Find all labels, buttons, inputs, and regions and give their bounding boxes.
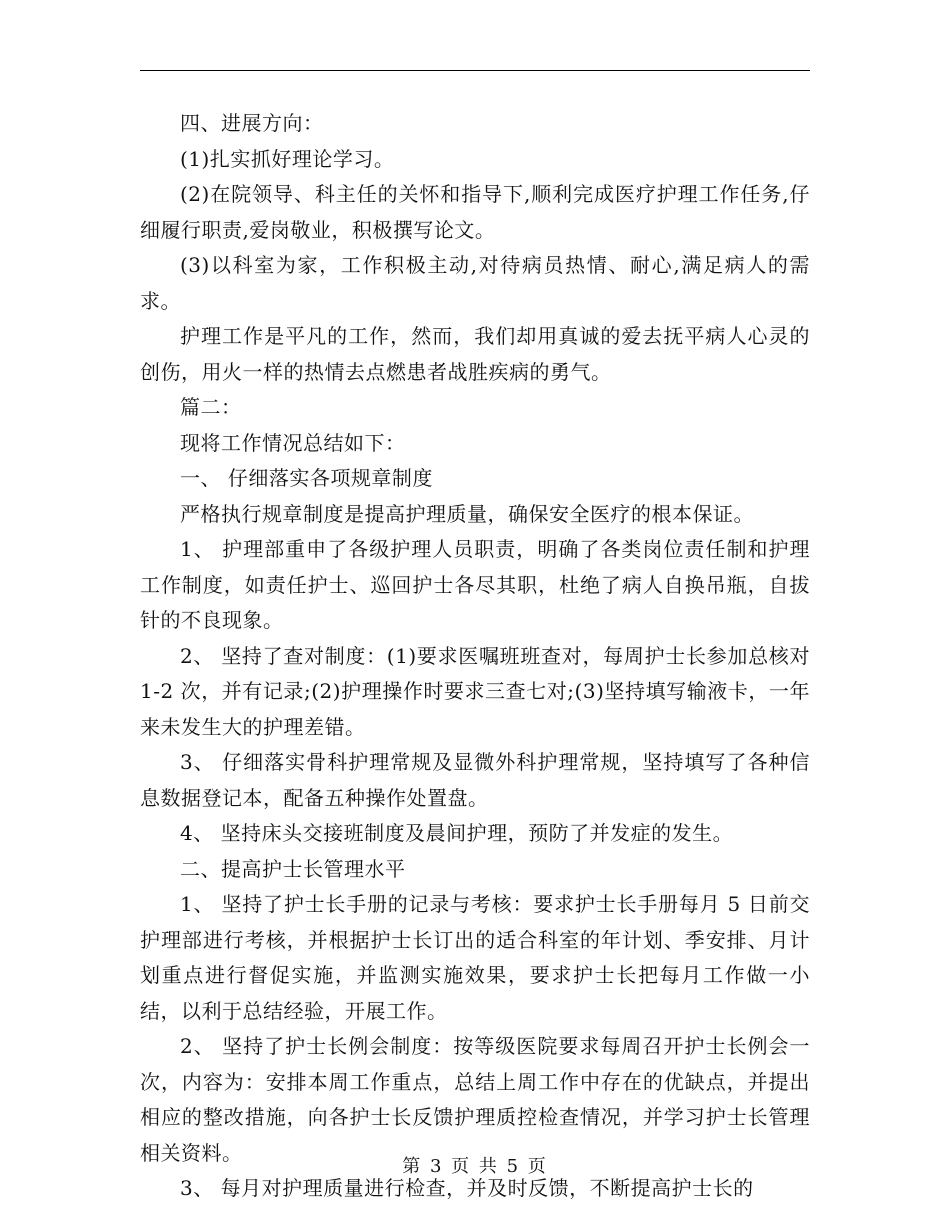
list-item: 3、 仔细落实骨科护理常规及显微外科护理常规，坚持填写了各种信息数据登记本，配备五种操作处置盘。 — [140, 750, 810, 810]
document-body — [140, 106, 817, 1207]
paragraph: 严格执行规章制度是提高护理质量，确保安全医疗的根本保证。 — [180, 501, 754, 526]
paragraph: (1)扎实抓好理论学习。 — [180, 146, 395, 171]
paragraph: 四、进展方向： — [180, 111, 324, 135]
paragraph: 护理工作是平凡的工作，然而，我们却用真诚的爱去抚平病人心灵的创伤，用火一样的热情去点燃患者战胜疾病的勇气。 — [140, 324, 810, 384]
list-item: 4、 坚持床头交接班制度及晨间护理，预防了并发症的发生。 — [180, 821, 734, 845]
section-heading: 篇二： — [180, 395, 242, 419]
list-item: 1、 坚持了护士长手册的记录与考核：要求护士长手册每月 5 日前交护理部进行考核，并根据护士长订出的适合科室的年计划、季安排、月计划重点进行督促实施，并监测实施效果，要求护士长把每月工作做一小结，以利于总结经验，开展工作。 — [140, 892, 810, 1023]
list-item: 1、 护理部重申了各级护理人员职责，明确了各类岗位责任制和护理工作制度，如责任护士、巡回护士各尽其职，杜绝了病人自换吊瓶，自拔针的不良现象。 — [140, 537, 810, 632]
section-heading: 二、提高护士长管理水平 — [180, 856, 406, 881]
paragraph: (3)以科室为家，工作积极主动,对待病员热情、耐心,满足病人的需求。 — [140, 253, 810, 313]
paragraph: 现将工作情况总结如下： — [180, 430, 406, 455]
list-item: 3、 每月对护理质量进行检查，并及时反馈，不断提高护士长的 — [180, 1176, 754, 1200]
header-rule — [140, 70, 810, 71]
section-heading: 一、 仔细落实各项规章制度 — [180, 466, 433, 490]
list-item: 2、 坚持了护士长例会制度：按等级医院要求每周召开护士长例会一次，内容为：安排本周工作重点，总结上周工作中存在的优缺点，并提出相应的整改措施，向各护士长反馈护理质控检查情况，并学习护士长管理相关资料。 — [140, 1034, 810, 1165]
paragraph: (2)在院领导、科主任的关怀和指导下,顺利完成医疗护理工作任务,仔细履行职责,爱岗敬业，积极撰写论文。 — [140, 182, 810, 242]
list-item: 2、 坚持了查对制度：(1)要求医嘱班班查对，每周护士长参加总核对 1-2 次，并有记录;(2)护理操作时要求三查七对;(3)坚持填写输液卡，一年来未发生大的护理差错。 — [140, 643, 817, 739]
page-number-footer: 第 3 页 共 5 页 — [402, 1156, 548, 1177]
